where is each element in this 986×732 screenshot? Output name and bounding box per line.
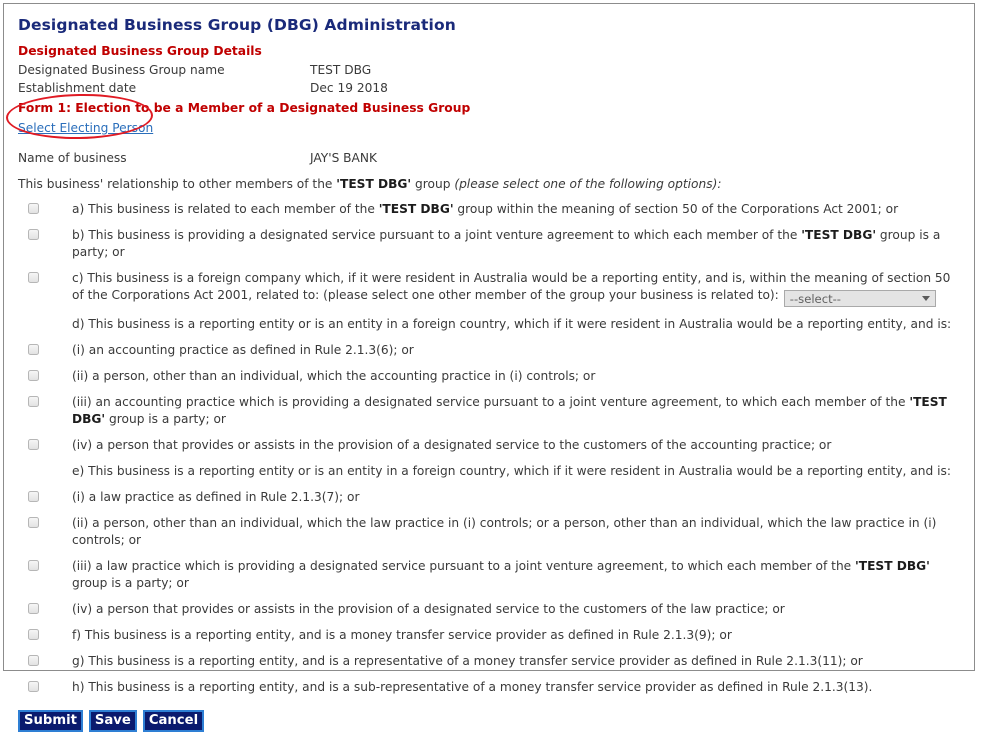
business-name-label: Name of business: [18, 151, 127, 165]
submit-button[interactable]: Submit: [18, 710, 83, 732]
checkbox-b[interactable]: [28, 229, 39, 240]
option-text-pre: d) This business is a reporting entity or is an entity in a foreign country, which if it were resident in Australia would be a reporting entity, and is:: [72, 317, 952, 331]
option-text-pre: (iii) a law practice which is providing a designated service pursuant to a joint venture agreement, to which each member of the: [72, 559, 856, 573]
option-checkbox-cell: [28, 679, 50, 692]
option-group-name: 'TEST DBG': [72, 395, 947, 426]
option-label-d-iii: [50, 394, 964, 428]
section-heading-dbg-details: Designated Business Group Details: [18, 44, 262, 58]
chevron-down-icon: [922, 296, 930, 301]
option-row: [16, 394, 964, 428]
option-text-pre: a) This business is related to each member of the: [72, 202, 379, 216]
option-checkbox-cell: [28, 489, 50, 502]
option-label-g: [50, 653, 964, 670]
option-checkbox-cell: [28, 394, 50, 407]
option-text-pre: (ii) a person, other than an individual, which the law practice in (i) controls; or a person, other than an individual, which the law practice in (i) controls; or: [72, 516, 937, 547]
options-list: [16, 201, 964, 696]
instruction-note: (please select one of the following options):: [454, 177, 722, 191]
checkbox-g[interactable]: [28, 655, 39, 666]
option-text-pre: (ii) a person, other than an individual, which the accounting practice in (i) controls; or: [72, 369, 596, 383]
option-row: [16, 463, 964, 480]
option-row: [16, 515, 964, 549]
option-row: [16, 489, 964, 506]
establishment-date-value: Dec 19 2018: [310, 81, 388, 95]
dbg-name-label: Designated Business Group name: [18, 63, 225, 77]
related-member-select[interactable]: [784, 290, 936, 307]
checkbox-f[interactable]: [28, 629, 39, 640]
option-text-post: group is a party; or: [105, 412, 226, 426]
option-label-e-i: [50, 489, 964, 506]
select-electing-person-link[interactable]: Select Electing Person: [18, 121, 154, 135]
option-checkbox-cell: [28, 653, 50, 666]
instruction-group-name: 'TEST DBG': [336, 177, 412, 191]
option-row: [16, 601, 964, 618]
option-text-pre: (iii) an accounting practice which is providing a designated service pursuant to a joint venture agreement, to which each member of the: [72, 395, 910, 409]
checkbox-d-ii[interactable]: [28, 370, 39, 381]
electing-person-link-wrap: [18, 117, 964, 136]
option-text-pre: (iv) a person that provides or assists in the provision of a designated service to the customers of the accounting practice; or: [72, 438, 832, 452]
detail-row-dbg-name: [18, 61, 964, 79]
checkbox-d-i[interactable]: [28, 344, 39, 355]
option-text-pre: f) This business is a reporting entity, and is a money transfer service provider as defined in Rule 2.1.3(9); or: [72, 628, 732, 642]
option-row: [16, 558, 964, 592]
option-label-h: [50, 679, 964, 696]
option-group-name: 'TEST DBG': [801, 228, 877, 242]
option-label-e-ii: [50, 515, 964, 549]
option-checkbox-cell: [28, 227, 50, 240]
option-checkbox-cell: [28, 515, 50, 528]
form-heading: Form 1: Election to be a Member of a Designated Business Group: [18, 101, 471, 115]
checkbox-d-iv[interactable]: [28, 439, 39, 450]
option-row: [16, 270, 964, 307]
option-checkbox-cell: [28, 627, 50, 640]
instruction-part2: group: [411, 177, 455, 191]
option-text-post: group is a party; or: [72, 228, 941, 259]
option-row: [16, 679, 964, 696]
option-row: [16, 227, 964, 261]
option-text-pre: b) This business is providing a designated service pursuant to a joint venture agreement to which each member of the: [72, 228, 802, 242]
option-label-e-iv: [50, 601, 964, 618]
option-label-f: [50, 627, 964, 644]
page-frame: [3, 3, 975, 728]
detail-row-establishment-date: [18, 79, 964, 97]
option-text-pre: h) This business is a reporting entity, and is a sub-representative of a money transfer service provider as defined in Rule 2.1.3(13).: [72, 680, 873, 694]
option-row: [16, 437, 964, 454]
option-group-name: 'TEST DBG': [855, 559, 930, 573]
checkbox-e-ii[interactable]: [28, 517, 39, 528]
related-member-select-value: --select--: [789, 292, 841, 306]
option-checkbox-cell: [28, 316, 50, 329]
option-row: [16, 653, 964, 670]
option-label-d-iv: [50, 437, 964, 454]
form-actions: [18, 710, 964, 732]
cancel-button[interactable]: Cancel: [143, 710, 204, 732]
option-checkbox-cell: [28, 558, 50, 571]
option-label-a: [50, 201, 964, 218]
establishment-date-label: Establishment date: [18, 81, 137, 95]
checkbox-c[interactable]: [28, 272, 39, 283]
checkbox-h[interactable]: [28, 681, 39, 692]
option-row: [16, 627, 964, 644]
instruction-text: [18, 176, 964, 193]
option-checkbox-cell: [28, 463, 50, 476]
option-checkbox-cell: [28, 368, 50, 381]
option-label-d-ii: [50, 368, 964, 385]
option-checkbox-cell: [28, 270, 50, 283]
option-row: [16, 342, 964, 359]
option-row: [16, 368, 964, 385]
option-text-pre: (i) a law practice as defined in Rule 2.1.3(7); or: [72, 490, 360, 504]
option-label-e: [50, 463, 964, 480]
option-label-b: [50, 227, 964, 261]
option-text-pre: (iv) a person that provides or assists in the provision of a designated service to the customers of the law practice; or: [72, 602, 785, 616]
option-row: [16, 201, 964, 218]
option-row: [16, 316, 964, 333]
option-text-pre: e) This business is a reporting entity or is an entity in a foreign country, which if it were resident in Australia would be a reporting entity, and is:: [72, 464, 951, 478]
option-checkbox-cell: [28, 201, 50, 214]
checkbox-e-iv[interactable]: [28, 603, 39, 614]
save-button[interactable]: Save: [89, 710, 137, 732]
option-checkbox-cell: [28, 342, 50, 355]
checkbox-e-iii[interactable]: [28, 560, 39, 571]
option-label-d: [50, 316, 964, 333]
option-checkbox-cell: [28, 601, 50, 614]
business-name-value: JAY'S BANK: [310, 151, 377, 165]
option-group-name: 'TEST DBG': [378, 202, 454, 216]
page-title: Designated Business Group (DBG) Administration: [18, 16, 456, 34]
option-text-pre: (i) an accounting practice as defined in Rule 2.1.3(6); or: [72, 343, 414, 357]
instruction-part1: This business' relationship to other members of the: [18, 177, 337, 191]
option-label-c: [50, 270, 964, 307]
option-text-pre: g) This business is a reporting entity, and is a representative of a money transfer service provider as defined in Rule 2.1.3(11); or: [72, 654, 863, 668]
checkbox-d-iii[interactable]: [28, 396, 39, 407]
dbg-name-value: TEST DBG: [310, 63, 372, 77]
option-text-pre: c) This business is a foreign company which, if it were resident in Australia would be a reporting entity, and is, within the meaning of section 50 of the Corporations Act 2001, related to: (please select one other member of the group your business is related to):: [72, 271, 951, 302]
option-text-post: group is a party; or: [72, 576, 189, 590]
checkbox-a[interactable]: [28, 203, 39, 214]
option-text-post: group within the meaning of section 50 of the Corporations Act 2001; or: [453, 202, 899, 216]
option-checkbox-cell: [28, 437, 50, 450]
option-label-d-i: [50, 342, 964, 359]
option-label-e-iii: [50, 558, 964, 592]
detail-row-business-name: [18, 149, 964, 167]
checkbox-e-i[interactable]: [28, 491, 39, 502]
